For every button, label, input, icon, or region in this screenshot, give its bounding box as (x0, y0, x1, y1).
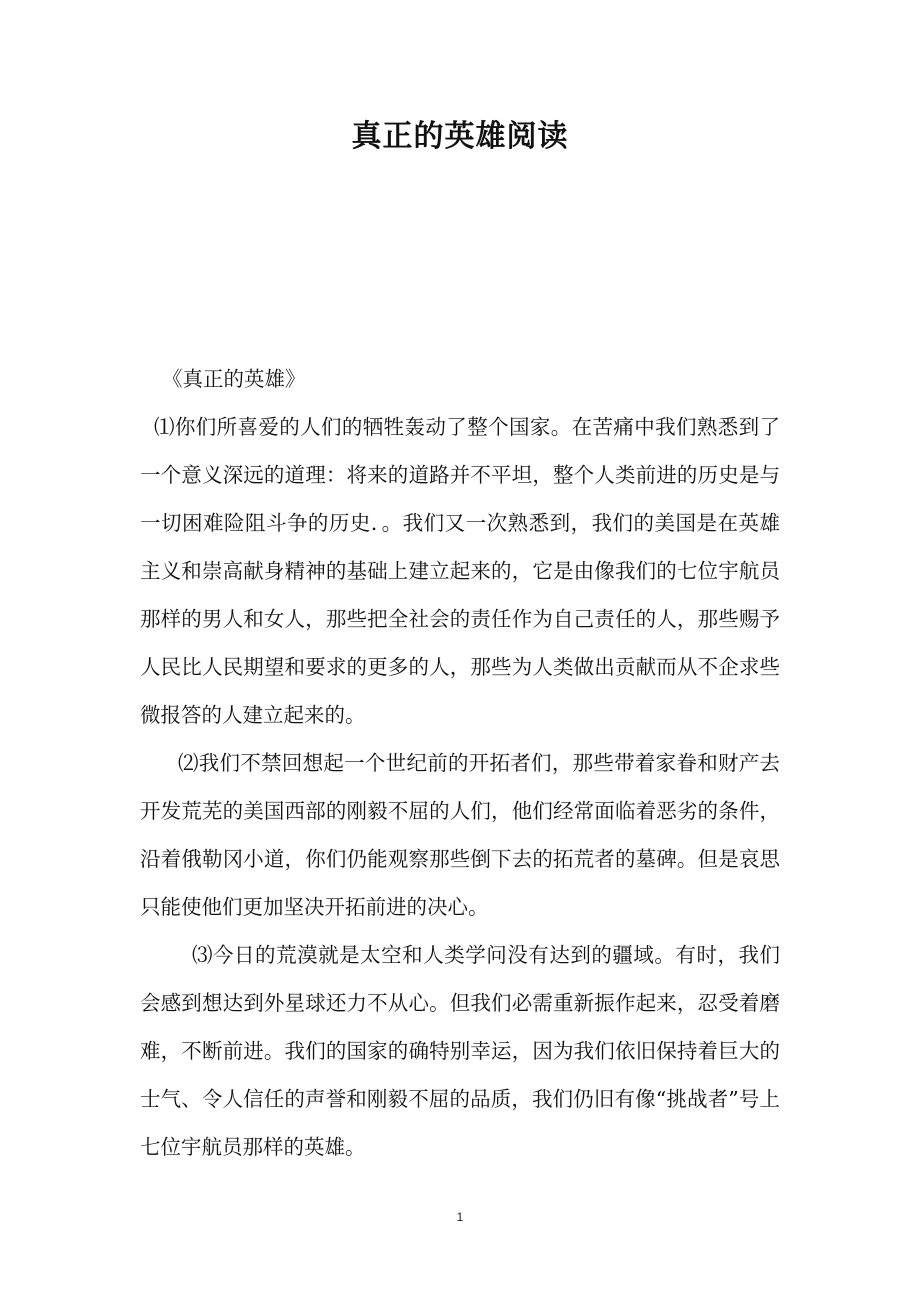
paragraph-2: ⑵我们不禁回想起一个世纪前的开拓者们，那些带着家眷和财产去开发荒芜的美国西部的刚毅不屈的人们，他们经常面临着恶劣的条件，沿着俄勒冈小道，你们仍能观察那些倒下去的拓荒者的墓碑。但是哀思只能使他们更加坚决开拓前进的决心。 (140, 751, 780, 919)
paragraph-3: ⑶今日的荒漠就是太空和人类学问没有达到的疆域。有时，我们会感到想达到外星球还力不从心。但我们必需重新振作起来，忍受着磨难，不断前进。我们的国家的确特别幸运，因为我们依旧保持着巨大的士气、令人信任的声誉和刚毅不屈的品质，我们仍旧有像“挑战者”号上七位宇航员那样的英雄。 (140, 943, 780, 1159)
page-number: 1 (456, 1210, 464, 1224)
article-subtitle: 《真正的英雄》 (162, 367, 306, 391)
article-body (140, 355, 780, 1171)
page-title: 真正的英雄阅读 (351, 119, 569, 154)
paragraph-1: ⑴你们所喜爱的人们的牺牲轰动了整个国家。在苦痛中我们熟悉到了一个意义深远的道理：将来的道路并不平坦，整个人类前进的历史是与一切困难险阻斗争的历史．。我们又一次熟悉到，我们的美国是在英雄主义和崇高献身精神的基础上建立起来的，它是由像我们的七位宇航员那样的男人和女人，那些把全社会的责任作为自己责任的人，那些赐予人民比人民期望和要求的更多的人，那些为人类做出贡献而从不企求些微报答的人建立起来的。 (140, 415, 780, 727)
